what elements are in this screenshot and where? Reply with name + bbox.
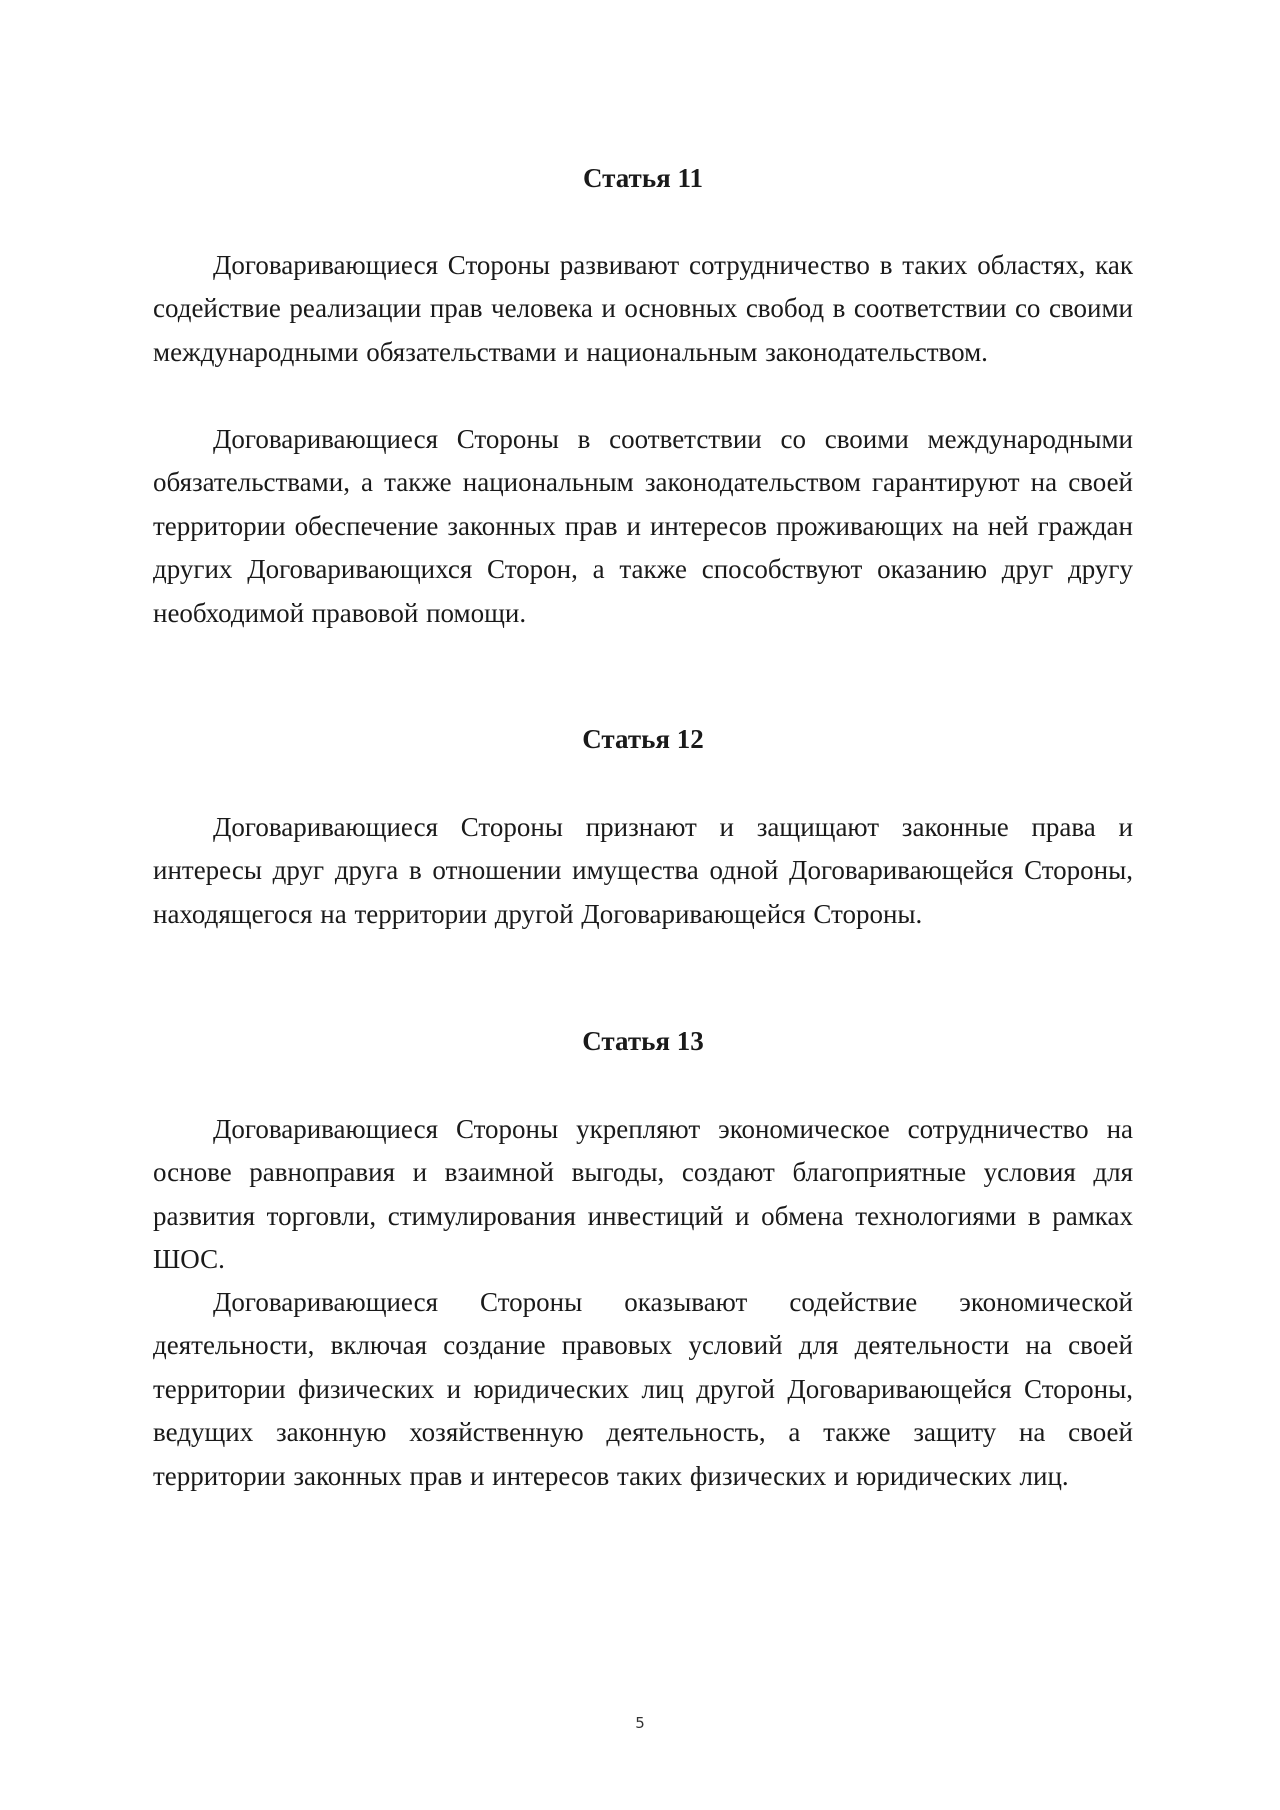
article-13-heading: Статья 13: [582, 1026, 704, 1056]
article-11-heading: Статья 11: [583, 163, 703, 193]
article-11-paragraph-2: Договаривающиеся Стороны в соответствии со своими международными обязательствами, а также национальным законодательством гарантируют на своей территории обеспечение законных прав и интересов проживающих на ней граждан других Договаривающихся Сторон, а также способствуют оказанию друг другу необходимой правовой помощи.: [153, 424, 1133, 628]
article-13-paragraph-2: Договаривающиеся Стороны оказывают содействие экономической деятельности, включая создание правовых условий для деятельности на своей территории физических и юридических лиц другой Договаривающейся Стороны, ведущих законную хозяйственную деятельность, а также защиту на своей территории законных прав и интересов таких физических и юридических лиц.: [153, 1287, 1133, 1491]
article-11-paragraph-1: Договаривающиеся Стороны развивают сотрудничество в таких областях, как содействие реализации прав человека и основных свобод в соответствии со своими международными обязательствами и национальным законодательством.: [153, 250, 1133, 367]
article-13-paragraph-1: Договаривающиеся Стороны укрепляют экономическое сотрудничество на основе равноправия и взаимной выгоды, создают благоприятные условия для развития торговли, стимулирования инвестиций и обмена технологиями в рамках ШОС.: [153, 1114, 1133, 1275]
page-number: 5: [635, 1714, 645, 1732]
article-12-heading: Статья 12: [582, 724, 704, 754]
article-12-paragraph-1: Договаривающиеся Стороны признают и защищают законные права и интересы друг друга в отношении имущества одной Договаривающейся Стороны, находящегося на территории другой Договаривающейся Стороны.: [153, 812, 1133, 929]
